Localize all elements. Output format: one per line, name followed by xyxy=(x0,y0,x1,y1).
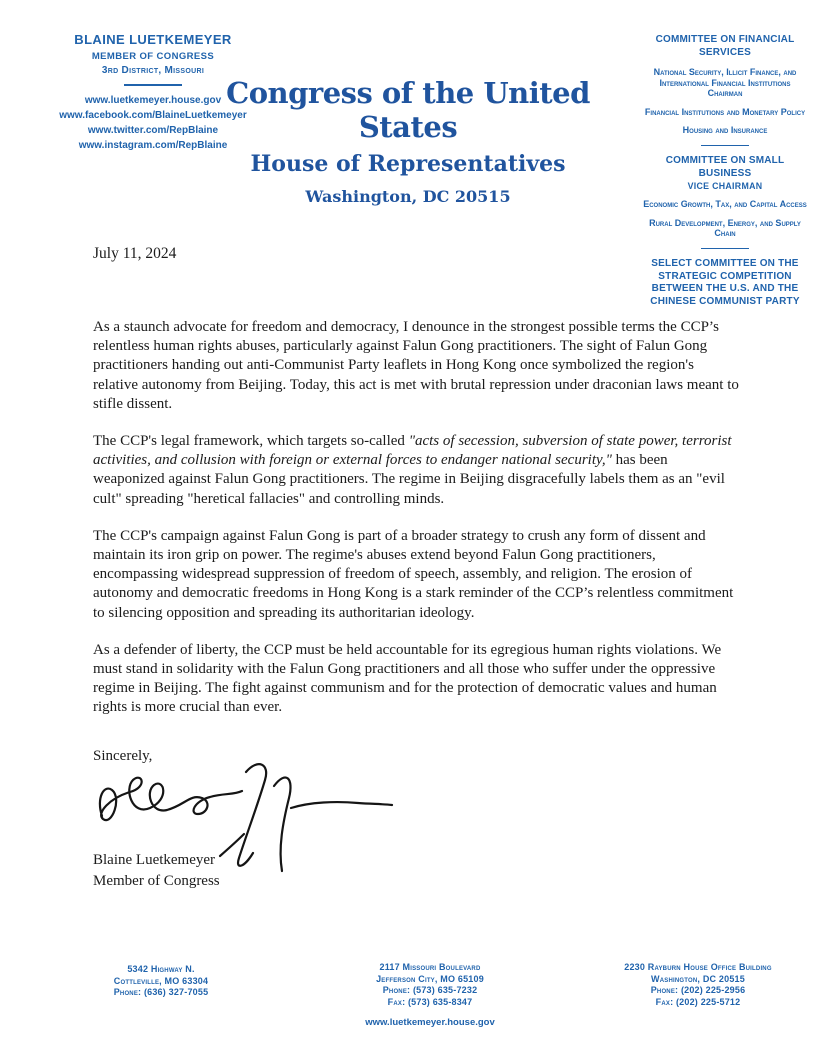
divider xyxy=(701,248,749,250)
committee-small-business-role: VICE CHAIRMAN xyxy=(687,181,763,191)
committees-block xyxy=(642,34,808,308)
footer-website[interactable]: www.luetkemeyer.house.gov xyxy=(365,1017,495,1028)
congress-title: Congress of the United States xyxy=(226,76,590,144)
committee-financial-services-heading: COMMITTEE ON FINANCIAL SERVICES xyxy=(655,34,795,58)
committee-line: Housing and Insurance xyxy=(682,125,768,135)
subcommittee-monetary-policy xyxy=(642,107,808,118)
office-jefferson-city xyxy=(318,962,542,1008)
office-line: Phone: (202) 225-2956 xyxy=(650,985,746,995)
member-link[interactable]: www.luetkemeyer.house.gov xyxy=(84,95,222,106)
office-line: Fax: (202) 225-5712 xyxy=(655,996,741,1007)
subcommittee-economic-growth xyxy=(642,199,808,210)
divider xyxy=(124,84,182,86)
office-cottleville xyxy=(36,964,286,999)
paragraph-2-pre: The CCP's legal framework, which targets so-called xyxy=(93,433,409,450)
subcommittee-housing-insurance xyxy=(642,125,808,136)
paragraph-2-quote: "acts of secession, subversion of state power, terrorist activities, and collusion with foreign or external forces to endanger national security," xyxy=(93,433,732,469)
committee-line: Financial Institutions and Monetary Policy xyxy=(644,106,806,117)
committee-line: Economic Growth, Tax, and Capital Access xyxy=(643,199,807,209)
paragraph-4: As a defender of liberty, the CCP must be held accountable for its egregious human rights violations. We must stand in solidarity with the Falun Gong practitioners and all those who suffer under the oppressive regime in Beijing. The fight against communism and for the protection of democratic values and human rights is more crucial than ever. xyxy=(93,641,722,716)
divider xyxy=(701,145,749,147)
committee-line: Rural Development, Energy, and Supply Chain xyxy=(649,217,801,238)
office-line: Cottleville, MO 63304 xyxy=(113,975,209,986)
paragraph-3: The CCP's campaign against Falun Gong is part of a broader strategy to crush any form of dissent and maintain its iron grip on power. The regime's abuses extend beyond Falun Gong practitioners, encompassing widespread suppression of freedom of speech, assembly, and religion. The erosion of autonomy and democratic freedoms in Hong Kong is a stark reminder of the CCP’s relentless commitment to silencing opposition and spreading its authoritarian ideology. xyxy=(93,527,734,621)
office-line: 2230 Rayburn House Office Building xyxy=(624,962,772,972)
closing-salutation: Sincerely, xyxy=(93,748,153,764)
office-washington xyxy=(580,962,816,1008)
committee-line: National Security, Illicit Finance, and International Financial Institutions xyxy=(653,67,797,88)
office-line: Phone: (636) 327-7055 xyxy=(113,987,209,997)
select-committee-heading: SELECT COMMITTEE ON THE STRATEGIC COMPETITION BETWEEN THE U.S. AND THE CHINESE COMMUNIST PARTY xyxy=(650,258,800,307)
office-line: 5342 Highway N. xyxy=(127,964,195,974)
signer-block xyxy=(93,850,220,892)
committee-financial-services-sub xyxy=(642,67,808,99)
paragraph-2-post: has been weaponized against Falun Gong practitioners. The regime in Beijing disgracefully labels them as an "evil cult" spreading "heretical fallacies" and controlling minds. xyxy=(93,452,725,507)
office-line: Phone: (573) 635-7232 xyxy=(382,985,478,995)
member-link[interactable]: www.twitter.com/RepBlaine xyxy=(87,125,219,136)
subcommittee-rural-development xyxy=(642,218,808,239)
member-name: BLAINE LUETKEMEYER xyxy=(74,32,232,47)
house-subtitle: House of Representatives xyxy=(250,151,566,177)
committee-line: Chairman xyxy=(707,88,743,98)
office-line: Fax: (573) 635-8347 xyxy=(387,996,473,1007)
member-link[interactable]: www.instagram.com/RepBlaine xyxy=(78,140,228,151)
paragraph-2 xyxy=(93,432,741,509)
member-link[interactable]: www.facebook.com/BlaineLuetkemeyer xyxy=(59,110,247,121)
member-title: MEMBER OF CONGRESS xyxy=(91,51,215,62)
office-line: Washington, DC 20515 xyxy=(651,973,745,984)
paragraph-1: As a staunch advocate for freedom and democracy, I denounce in the strongest possible terms the CCP’s relentless human rights abuses, particularly against Falun Gong practitioners. The sight of Falun Gong practitioners handing out anti-Communist Party leaflets in Hong Kong once symbolized the region's relative autonomy from Beijing. Today, this act is met with brutal repression under draconian laws meant to stifle dissent. xyxy=(93,319,739,412)
committee-small-business-heading: COMMITTEE ON SMALL BUSINESS xyxy=(665,155,785,179)
letter-date: July 11, 2024 xyxy=(93,245,177,262)
washington-line: Washington, DC 20515 xyxy=(305,187,511,206)
office-line: 2117 Missouri Boulevard xyxy=(379,962,481,972)
office-line: Jefferson City, MO 65109 xyxy=(376,973,484,984)
letter-body xyxy=(93,318,741,736)
member-district: 3rd District, Missouri xyxy=(101,65,205,76)
signer-title: Member of Congress xyxy=(93,873,220,889)
signer-name: Blaine Luetkemeyer xyxy=(93,852,216,868)
congress-block xyxy=(218,76,598,206)
